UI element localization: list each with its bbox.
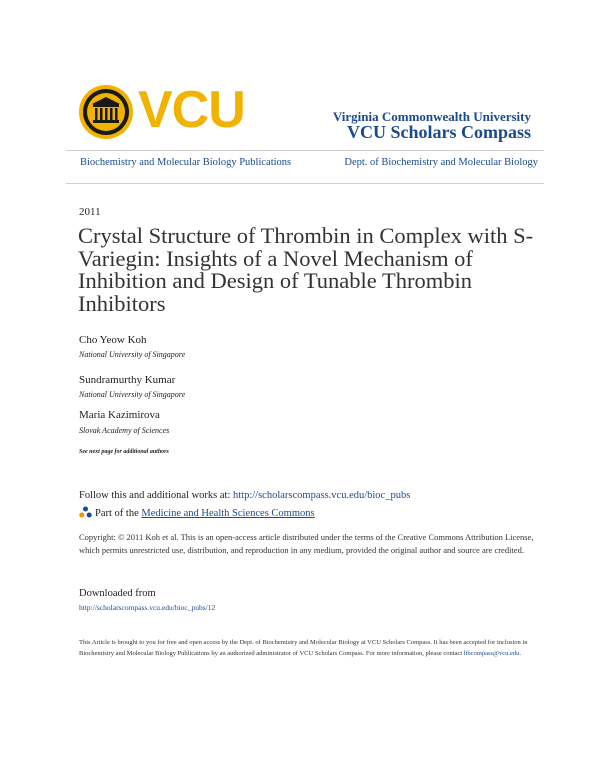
author-affiliation: Slovak Academy of Sciences (79, 426, 170, 435)
copyright-notice: Copyright: © 2011 Koh et al. This is an open-access article distributed under the terms of the Creative Commons Attribution License, which permits unrestricted use, distribution, and reproduction in any medium, provided the original author and source are credited. (79, 532, 534, 555)
author-name: Cho Yeow Koh (79, 334, 147, 346)
author-affiliation: National University of Singapore (79, 350, 186, 359)
additional-authors-note: See next page for additional authors (79, 449, 169, 455)
commons-link[interactable]: Medicine and Health Sciences Commons (141, 508, 315, 519)
follow-prefix: Follow this and additional works at: (79, 490, 233, 501)
university-name[interactable]: Virginia Commonwealth University (332, 109, 531, 124)
footer-notice (79, 637, 549, 659)
network-icon (79, 506, 92, 518)
repository-name[interactable]: VCU Scholars Compass (346, 122, 531, 142)
university-seal-icon (78, 84, 134, 140)
contact-email-link[interactable]: libcompass@vcu.edu (463, 650, 520, 657)
vcu-logo: VCU (138, 81, 245, 139)
article-title: Crystal Structure of Thrombin in Complex with S-Variegin: Insights of a Novel Mechanism of Inhibition and Design of Tunable Thrombin Inhibitors (78, 223, 534, 316)
author-name: Maria Kazimirova (79, 409, 160, 421)
author-affiliation: National University of Singapore (79, 390, 186, 399)
footer-end: . (519, 650, 522, 657)
divider (66, 150, 544, 151)
footer-text: This Article is brought to you for free and open access by the Dept. of Biochemistry and Molecular Biology at VCU Scholars Compass. It has been accepted for inclusion in Biochemistry and Molecular Biology Publications by an authorized administrator of VCU Scholars Compass. For more information, please contact (79, 639, 528, 657)
divider (66, 183, 544, 184)
follow-link[interactable]: http://scholarscompass.vcu.edu/bioc_pubs (233, 490, 411, 501)
follow-line (79, 490, 410, 501)
author-name: Sundramurthy Kumar (79, 374, 176, 386)
downloaded-label: Downloaded from (79, 588, 156, 599)
collection-link-publications[interactable]: Biochemistry and Molecular Biology Publications (80, 157, 292, 168)
part-of-prefix: Part of the (95, 508, 142, 519)
download-link[interactable]: http://scholarscompass.vcu.edu/bioc_pubs/12 (79, 603, 216, 612)
publication-year: 2011 (79, 206, 101, 218)
collection-link-department[interactable]: Dept. of Biochemistry and Molecular Biology (344, 157, 538, 168)
part-of-line (79, 506, 315, 519)
